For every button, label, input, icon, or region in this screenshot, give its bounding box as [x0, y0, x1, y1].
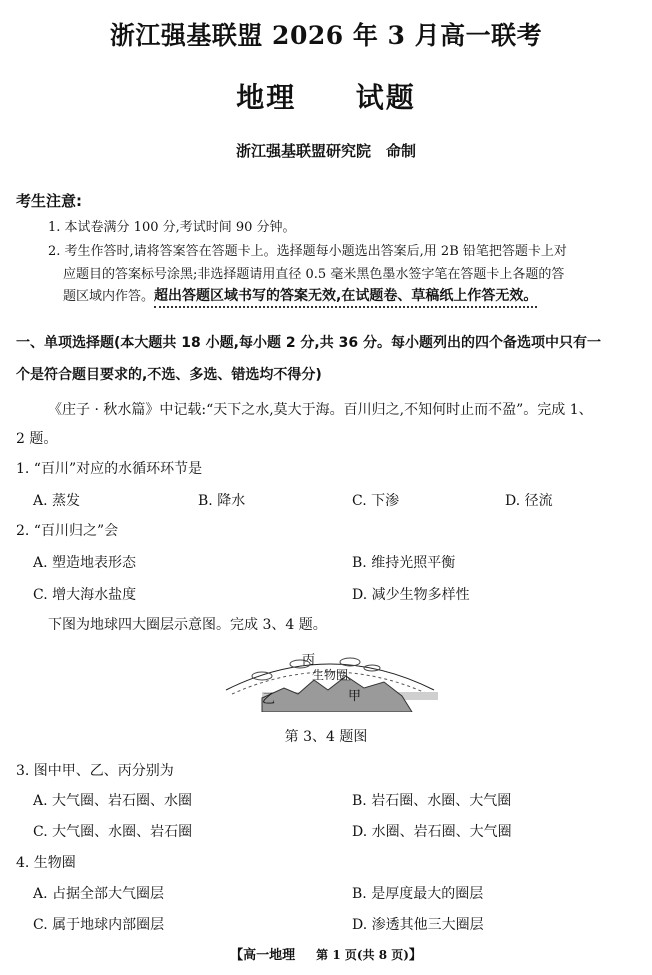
subject-title: [0, 76, 652, 116]
notice-item-2-line-2: 应题目的答案标号涂黑;非选择题请用直径 0.5 毫米黑色墨水签字笔在答题卡上各题的答: [63, 267, 565, 282]
question-3-option-a: A. 大气圈、岩石圈、水圈: [33, 793, 193, 809]
question-1-option-d: D. 径流: [505, 493, 553, 509]
question-2-option-a: A. 塑造地表形态: [33, 555, 137, 571]
page-footer: [0, 944, 652, 963]
notice-warning: 超出答题区域书写的答案无效,在试题卷、草稿纸上作答无效。: [154, 288, 537, 308]
label-biosphere: 生物圈: [312, 668, 349, 682]
notice-item-2-line-1: 2. 考生作答时,请将答案答在答题卡上。选择题每小题选出答案后,用 2B 铅笔把答题卡上对: [48, 244, 567, 259]
notice-title: 考生注意:: [16, 192, 82, 210]
label-yi: 乙: [262, 692, 276, 707]
producer-line: 浙江强基联盟研究院 命制: [235, 142, 416, 160]
footer-page-number: 第 1 页(共 8 页): [316, 948, 409, 962]
subject-suffix: 试题: [355, 81, 416, 114]
question-3-stem: 3. 图中甲、乙、丙分别为: [16, 763, 174, 779]
notice-item-2-line-3-plain: 题区域内作答。: [63, 289, 155, 304]
exam-title: 浙江强基联盟 2026 年 3 月高一联考: [109, 21, 543, 50]
question-1-option-a: A. 蒸发: [33, 493, 81, 509]
question-2-option-d: D. 减少生物多样性: [352, 587, 470, 603]
question-2-option-c: C. 增大海水盐度: [33, 587, 137, 603]
notice-item-2-line-3: [63, 285, 537, 305]
label-jia: 甲: [348, 689, 362, 704]
footer-right: 】: [408, 948, 422, 963]
question-4-option-d: D. 渗透其他三大圈层: [352, 917, 484, 933]
question-1-stem: 1. “百川”对应的水循环环节是: [16, 461, 203, 477]
figure-caption: 第 3、4 题图: [284, 729, 368, 745]
footer-left: 【高一地理: [230, 948, 296, 963]
question-4-option-b: B. 是厚度最大的圈层: [352, 886, 484, 902]
section-heading-line-2: 个是符合题目要求的,不选、多选、错选均不得分): [16, 367, 322, 383]
label-bing: 丙: [302, 653, 316, 668]
section-heading-line-1: 一、单项选择题(本大题共 18 小题,每小题 2 分,共 36 分。每小题列出的四个备选项中只有一: [16, 335, 601, 351]
question-2-stem: 2. “百川归之”会: [16, 523, 119, 539]
earth-spheres-figure: [222, 652, 438, 712]
passage-1-line-1: 《庄子 · 秋水篇》中记载:“天下之水,莫大于海。百川归之,不知何时止而不盈”。完成 1、: [48, 402, 593, 418]
question-4-option-c: C. 属于地球内部圈层: [33, 917, 165, 933]
passage-1-line-2: 2 题。: [16, 431, 58, 447]
question-3-option-b: B. 岩石圈、水圈、大气圈: [352, 793, 512, 809]
question-1-option-c: C. 下渗: [352, 493, 400, 509]
question-4-option-a: A. 占据全部大气圈层: [33, 886, 165, 902]
notice-item-1: 1. 本试卷满分 100 分,考试时间 90 分钟。: [48, 220, 296, 235]
question-2-option-b: B. 维持光照平衡: [352, 555, 456, 571]
question-3-option-d: D. 水圈、岩石圈、大气圈: [352, 824, 512, 840]
subject-name: 地理: [236, 81, 297, 114]
passage-2: 下图为地球四大圈层示意图。完成 3、4 题。: [48, 617, 327, 633]
question-4-stem: 4. 生物圈: [16, 855, 76, 871]
question-3-option-c: C. 大气圈、水圈、岩石圈: [33, 824, 193, 840]
question-1-option-b: B. 降水: [198, 493, 246, 509]
cloud-left: [252, 672, 272, 680]
